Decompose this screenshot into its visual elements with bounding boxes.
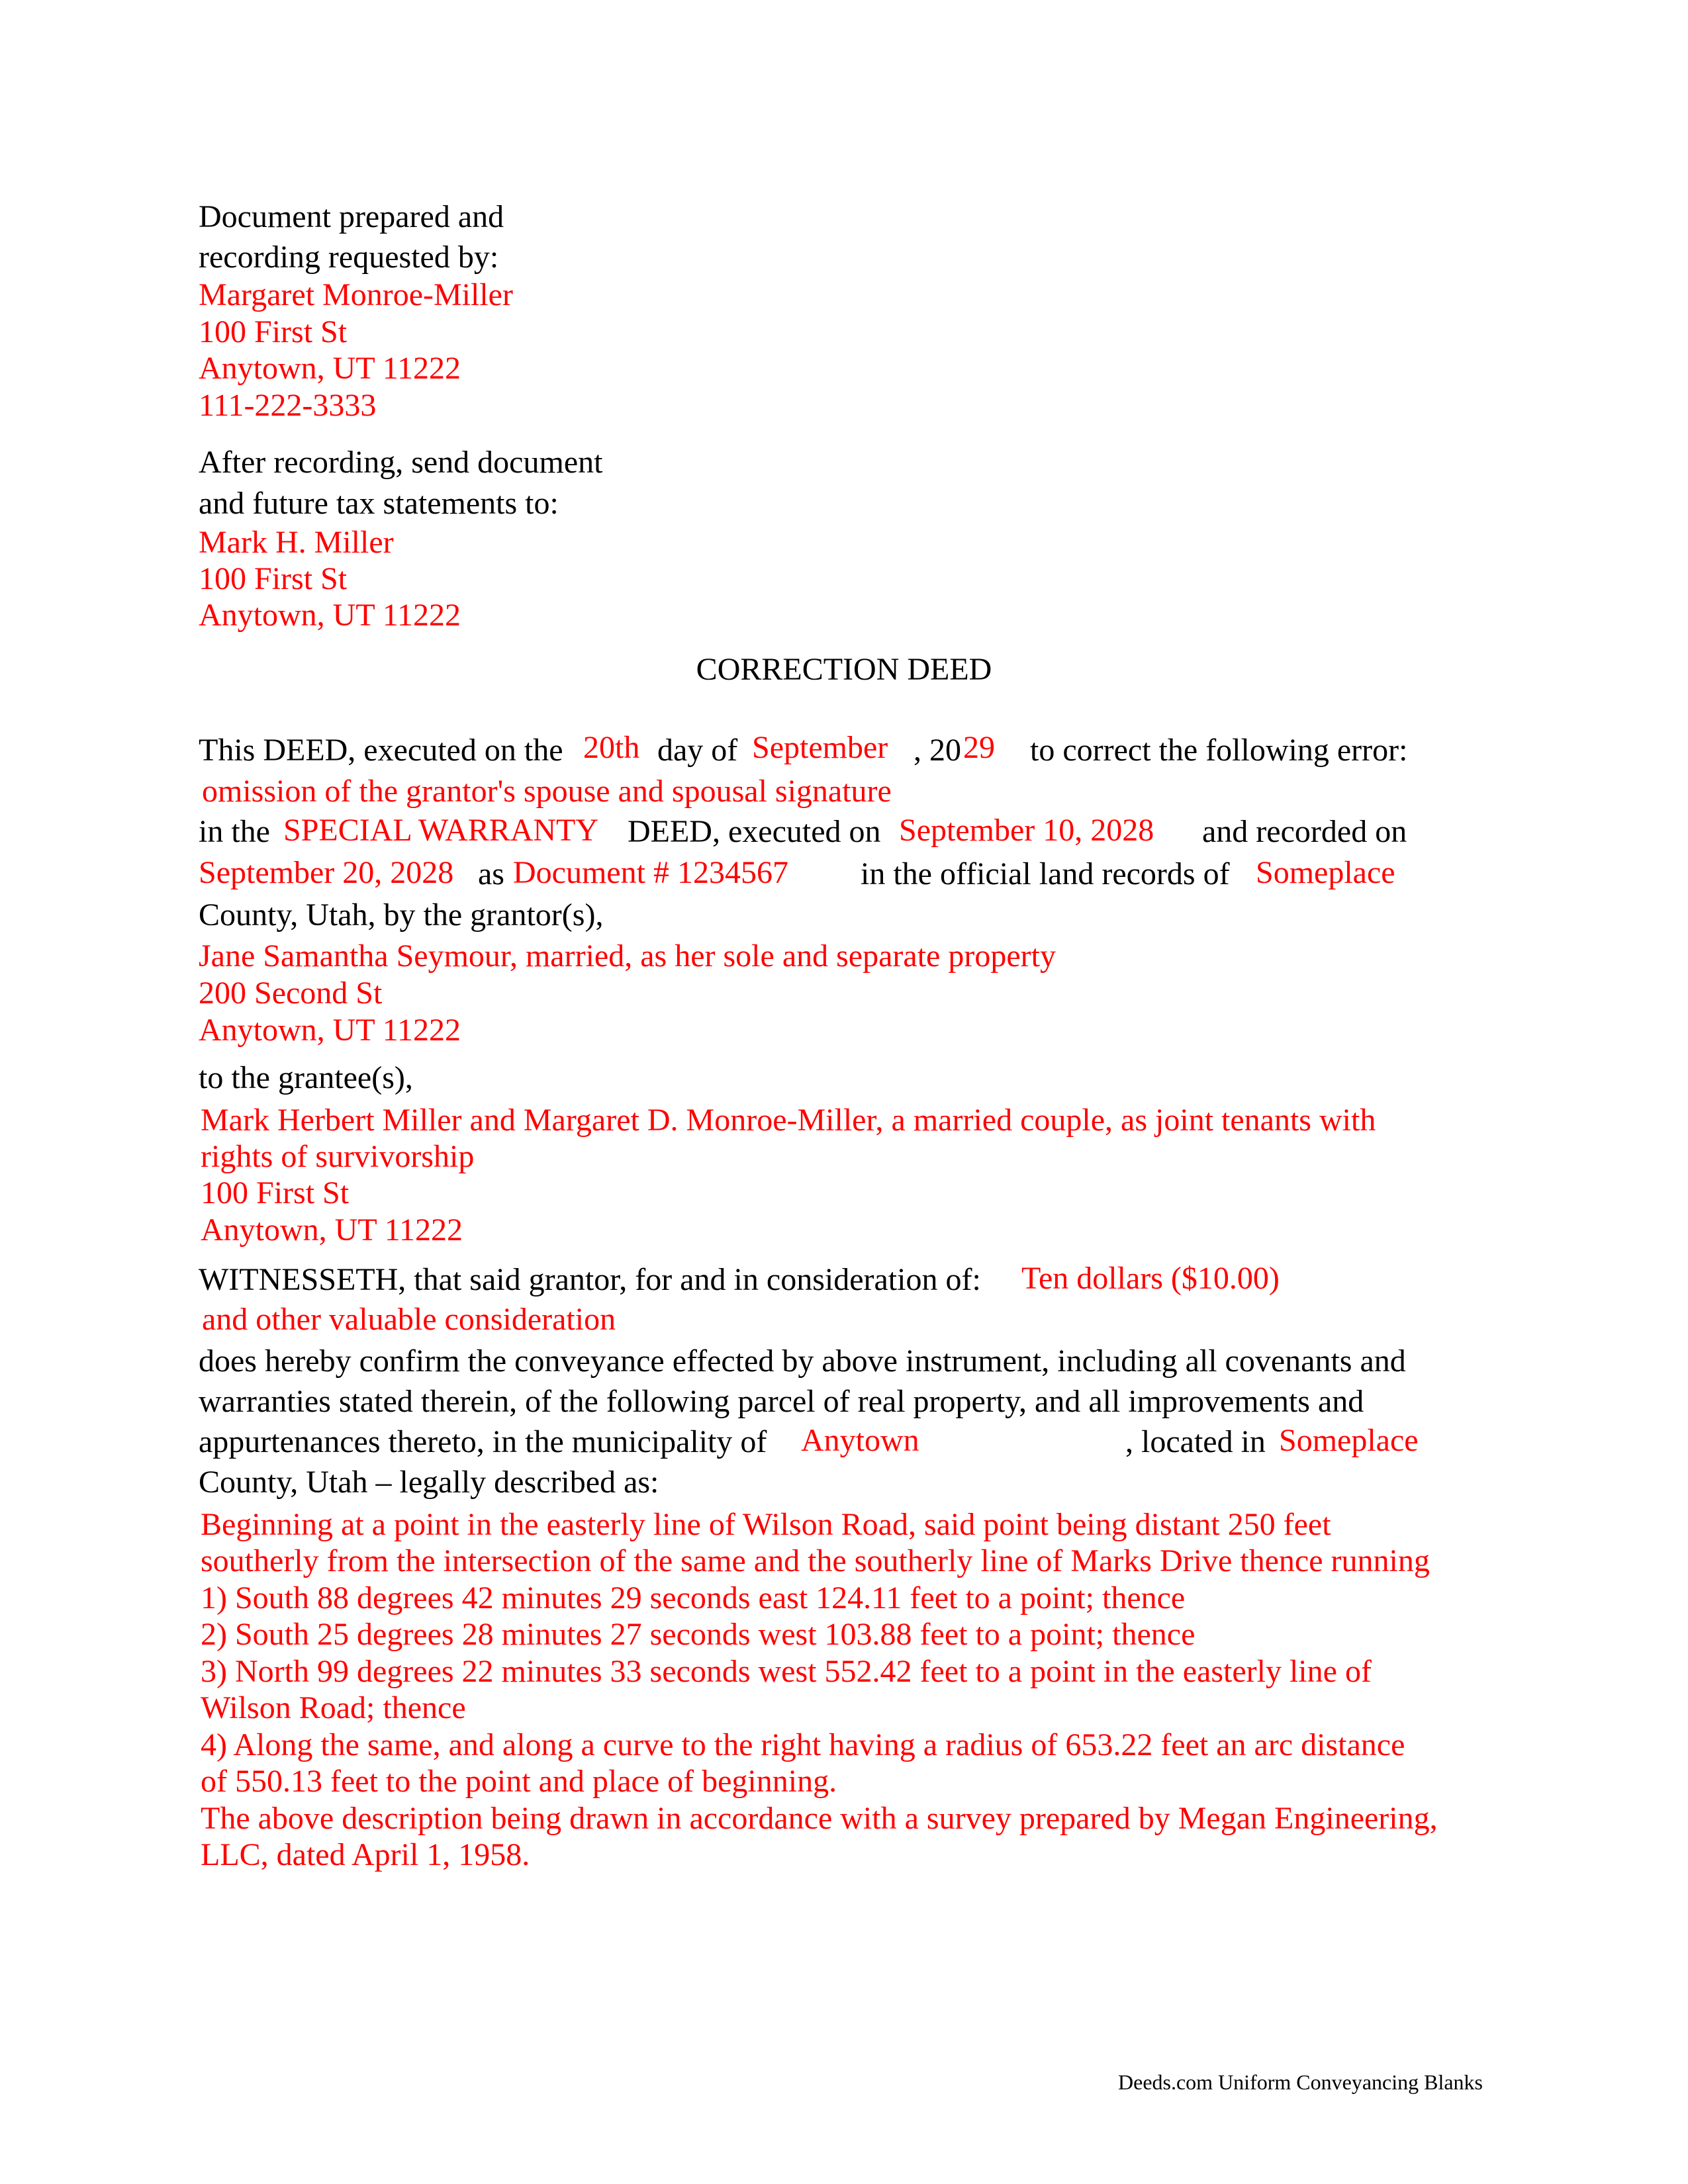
preparer-heading-line2: recording requested by: (199, 240, 499, 275)
return-city: Anytown, UT 11222 (199, 598, 461, 633)
preparer-city: Anytown, UT 11222 (199, 351, 461, 386)
original-document-number: Document # 1234567 (513, 855, 788, 890)
legal-description-line: 3) North 99 degrees 22 minutes 33 seconds west 552.42 feet to a point in the easterly line of (201, 1654, 1372, 1689)
original-county-suffix: County, Utah, by the grantor(s), (199, 897, 604, 933)
grantee-street: 100 First St (201, 1175, 350, 1210)
consideration-label: WITNESSETH, that said grantor, for and in consideration of: (199, 1262, 981, 1297)
return-heading-line1: After recording, send document (199, 445, 603, 480)
legal-description-line: Wilson Road; thence (201, 1690, 466, 1725)
conveyance-located-label: , located in (1125, 1424, 1266, 1459)
original-county: Someplace (1256, 855, 1395, 890)
execution-intro: This DEED, executed on the (199, 733, 563, 768)
execution-day-of: day of (657, 733, 738, 768)
original-as-label: as (478, 856, 504, 891)
preparer-heading-line1: Document prepared and (199, 199, 504, 234)
consideration-amount: Ten dollars ($10.00) (1021, 1261, 1280, 1296)
legal-description-line: The above description being drawn in accordance with a survey prepared by Megan Engineering, (201, 1801, 1438, 1836)
grantee-line2: rights of survivorship (201, 1139, 475, 1174)
grantor-city: Anytown, UT 11222 (199, 1013, 461, 1048)
return-name: Mark H. Miller (199, 525, 394, 560)
execution-day: 20th (583, 730, 640, 765)
document-title: CORRECTION DEED (696, 652, 992, 687)
execution-after-year: to correct the following error: (1030, 733, 1408, 768)
preparer-name: Margaret Monroe-Miller (199, 277, 513, 312)
execution-year-suffix: 29 (963, 730, 995, 765)
legal-description-line: 1) South 88 degrees 42 minutes 29 seconds east 124.11 feet to a point; thence (201, 1580, 1186, 1615)
conveyance-line2: warranties stated therein, of the following parcel of real property, and all improvements and (199, 1384, 1364, 1419)
grantee-label: to the grantee(s), (199, 1060, 413, 1095)
legal-description-line: 4) Along the same, and along a curve to the right having a radius of 653.22 feet an arc distance (201, 1727, 1405, 1762)
original-executed-date: September 10, 2028 (899, 813, 1154, 848)
original-recorded-date: September 20, 2028 (199, 855, 454, 890)
preparer-street: 100 First St (199, 314, 348, 349)
original-in-the: in the (199, 814, 270, 849)
original-executed-label: DEED, executed on (628, 814, 881, 849)
execution-year-prefix: , 20 (914, 733, 961, 768)
conveyance-line3-prefix: appurtenances thereto, in the municipality of (199, 1424, 767, 1459)
conveyance-municipality: Anytown (801, 1423, 919, 1458)
grantee-city: Anytown, UT 11222 (201, 1212, 463, 1248)
return-street: 100 First St (199, 561, 348, 596)
grantor-street: 200 Second St (199, 976, 383, 1011)
conveyance-line1: does hereby confirm the conveyance effected by above instrument, including all covenants and (199, 1343, 1406, 1379)
legal-description-line: LLC, dated April 1, 1958. (201, 1837, 530, 1872)
preparer-phone: 111-222-3333 (199, 388, 377, 423)
conveyance-line4: County, Utah – legally described as: (199, 1465, 659, 1500)
original-records-label: in the official land records of (861, 856, 1230, 891)
consideration-amount-line2: and other valuable consideration (202, 1302, 616, 1337)
legal-description-line: southerly from the intersection of the same and the southerly line of Marks Drive thence running (201, 1543, 1430, 1578)
original-recorded-label: and recorded on (1202, 814, 1407, 849)
original-deed-type: SPECIAL WARRANTY (283, 813, 599, 848)
grantor-name: Jane Samantha Seymour, married, as her sole and separate property (199, 938, 1056, 974)
conveyance-county: Someplace (1279, 1423, 1419, 1458)
legal-description-line: Beginning at a point in the easterly line of Wilson Road, said point being distant 250 feet (201, 1507, 1331, 1542)
execution-month: September (752, 730, 888, 765)
footer-credit: Deeds.com Uniform Conveyancing Blanks (1118, 2070, 1483, 2094)
return-heading-line2: and future tax statements to: (199, 486, 559, 521)
grantee-line1: Mark Herbert Miller and Margaret D. Monroe-Miller, a married couple, as joint tenants with (201, 1103, 1376, 1138)
legal-description-line: 2) South 25 degrees 28 minutes 27 seconds west 103.88 feet to a point; thence (201, 1617, 1196, 1652)
correction-error: omission of the grantor's spouse and spousal signature (202, 774, 892, 809)
legal-description-line: of 550.13 feet to the point and place of beginning. (201, 1764, 837, 1799)
